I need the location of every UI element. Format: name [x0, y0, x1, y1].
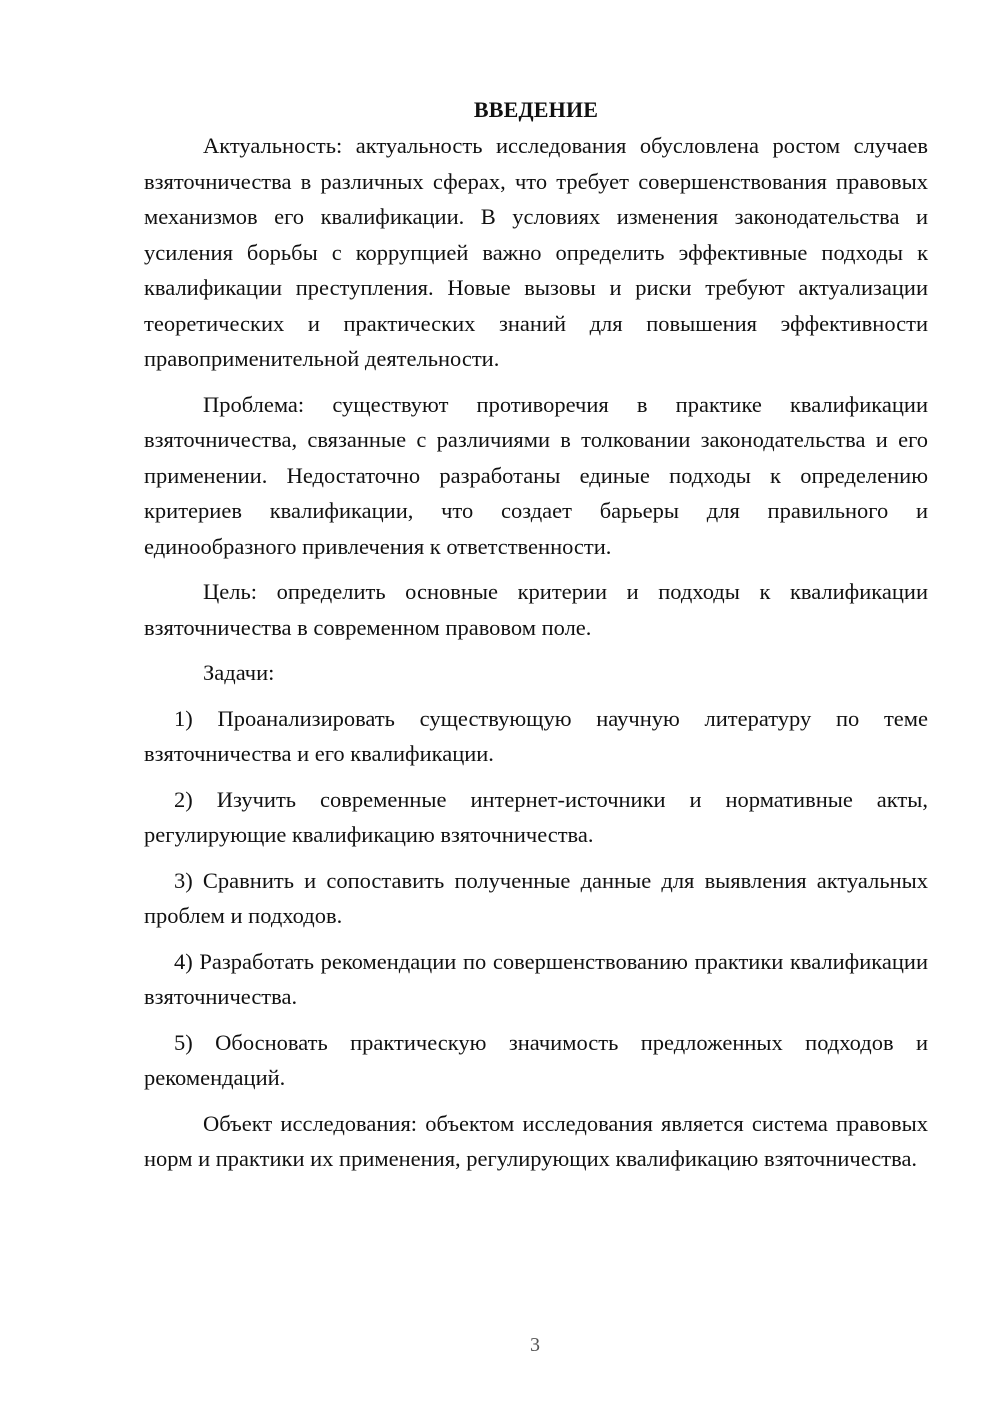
task-item-3: 3) Сравнить и сопоставить полученные данные для выявления актуальных проблем и подходов.: [144, 867, 928, 928]
task-item-4: 4) Разработать рекомендации по совершенствованию практики квалификации взяточничества.: [144, 948, 928, 1009]
paragraph-problem: Проблема: существуют противоречия в практике квалификации взяточничества, связанные с различиями в толковании законодательства и его применении. Недостаточно разработаны единые подходы к определению критериев квалификации, что создает барьеры для правильного и единообразного привлечения к ответственности.: [144, 391, 928, 559]
paragraph-object: Объект исследования: объектом исследования является система правовых норм и практики их применения, регулирующих квалификацию взяточничества.: [144, 1110, 928, 1171]
section-title: ВВЕДЕНИЕ: [473, 97, 599, 122]
page-number: 3: [530, 1334, 540, 1356]
page-content: [144, 94, 928, 1187]
task-item-5: 5) Обосновать практическую значимость предложенных подходов и рекомендаций.: [144, 1029, 928, 1090]
paragraph-relevance: Актуальность: актуальность исследования обусловлена ростом случаев взяточничества в различных сферах, что требует совершенствования правовых механизмов его квалификации. В условиях изменения законодательства и усиления борьбы с коррупцией важно определить эффективные подходы к квалификации преступления. Новые вызовы и риски требуют актуализации теоретических и практических знаний для повышения эффективности правоприменительной деятельности.: [144, 133, 928, 371]
tasks-heading: Задачи:: [203, 660, 275, 685]
task-item-1: 1) Проанализировать существующую научную литературу по теме взяточничества и его квалификации.: [144, 705, 928, 766]
task-item-2: 2) Изучить современные интернет-источники и нормативные акты, регулирующие квалификацию взяточничества.: [144, 786, 928, 847]
paragraph-goal: Цель: определить основные критерии и подходы к квалификации взяточничества в современном правовом поле.: [144, 579, 928, 640]
